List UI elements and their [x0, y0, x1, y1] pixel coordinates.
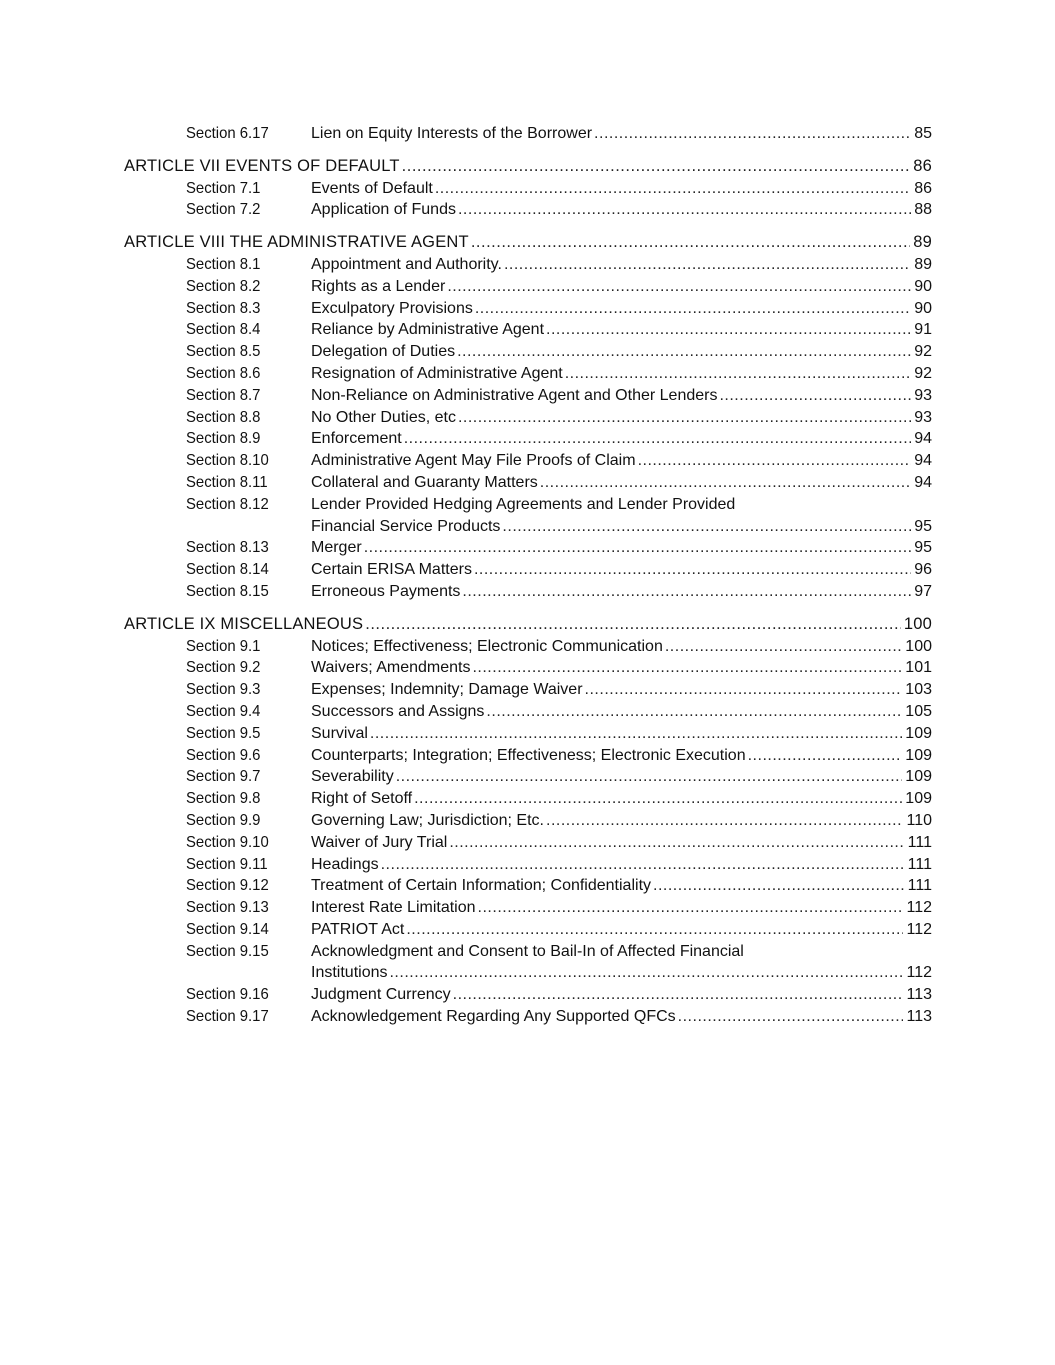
page-number: 103: [905, 681, 932, 699]
section-number: Section 9.8: [186, 790, 261, 808]
dot-leader: [585, 679, 903, 701]
page-number: 88: [914, 201, 932, 219]
section-title: Events of Default: [311, 179, 433, 197]
dot-leader: [381, 854, 905, 876]
section-number: Section 8.5: [186, 343, 261, 361]
dot-leader: [414, 788, 902, 810]
section-title: Erroneous Payments: [311, 582, 461, 600]
section-title-line-2: Institutions: [311, 964, 388, 982]
section-title: Exculpatory Provisions: [311, 299, 473, 317]
toc-section-entry[interactable]: [124, 494, 932, 516]
toc-section-entry[interactable]: [124, 788, 932, 810]
section-title: Acknowledgement Regarding Any Supported QFCs: [311, 1008, 676, 1026]
toc-section-entry[interactable]: [124, 581, 932, 603]
section-number: Section 9.4: [186, 702, 261, 720]
section-number: Section 8.14: [186, 561, 269, 579]
toc-section-entry[interactable]: [124, 276, 932, 298]
toc-section-entry[interactable]: [124, 984, 932, 1006]
section-title: Lien on Equity Interests of the Borrower: [311, 125, 593, 142]
section-number: Section 8.11: [186, 473, 268, 491]
section-number: Section 8.13: [186, 539, 269, 557]
page-number: 111: [907, 833, 932, 851]
page-number: 109: [905, 746, 932, 764]
section-title: Enforcement: [311, 430, 402, 448]
dot-leader: [406, 919, 903, 941]
section-title: Certain ERISA Matters: [311, 561, 472, 579]
toc-section-entry[interactable]: [124, 854, 932, 876]
toc-section-continuation[interactable]: [124, 962, 932, 984]
section-title: Severability: [311, 768, 394, 786]
dot-leader: [478, 897, 904, 919]
dot-leader: [449, 832, 904, 854]
toc-section-entry[interactable]: [124, 723, 932, 745]
dot-leader: [435, 178, 911, 200]
dot-leader: [474, 559, 911, 581]
section-title: Resignation of Administrative Agent: [311, 364, 563, 382]
section-title-line-1: Acknowledgment and Consent to Bail-In of Affected Financial: [311, 942, 744, 960]
section-number: Section 9.15: [186, 942, 269, 960]
page-number: 113: [906, 1008, 932, 1026]
section-number: Section 8.2: [186, 277, 261, 295]
section-title: Collateral and Guaranty Matters: [311, 473, 538, 491]
page-number: 92: [914, 364, 932, 382]
page-number: 110: [906, 811, 932, 829]
section-title: Waivers; Amendments: [311, 659, 471, 677]
page-number: 94: [914, 473, 932, 491]
toc-section-entry[interactable]: [124, 897, 932, 919]
section-number: Section 8.6: [186, 364, 261, 382]
page-number: 113: [906, 986, 932, 1004]
dot-leader: [565, 363, 912, 385]
section-number: Section 8.4: [186, 321, 261, 339]
section-title: Merger: [311, 539, 362, 557]
toc-section-entry[interactable]: [124, 472, 932, 494]
toc-article-entry[interactable]: [124, 232, 932, 254]
dot-leader: [389, 962, 903, 984]
toc-section-entry[interactable]: [124, 657, 932, 679]
section-number: Section 9.14: [186, 920, 269, 938]
toc-section-entry[interactable]: [124, 919, 932, 941]
page-number: 89: [913, 233, 932, 252]
section-number: Section 8.8: [186, 408, 261, 426]
dot-leader: [546, 319, 911, 341]
dot-leader: [486, 701, 902, 723]
dot-leader: [472, 657, 902, 679]
page-number: 90: [914, 277, 932, 295]
dot-leader: [462, 581, 911, 603]
page-number: 85: [914, 125, 932, 142]
dot-leader: [447, 276, 911, 298]
toc-section-entry[interactable]: [124, 559, 932, 581]
dot-leader: [365, 614, 901, 636]
page-number: 93: [914, 386, 932, 404]
section-title: Treatment of Certain Information; Confidentiality: [311, 877, 652, 895]
dot-leader: [678, 1006, 904, 1028]
section-title: Reliance by Administrative Agent: [311, 321, 545, 339]
dot-leader: [475, 298, 911, 320]
dot-leader: [638, 450, 912, 472]
section-number: Section 9.3: [186, 681, 261, 699]
section-number: Section 9.2: [186, 659, 261, 677]
toc-section-entry[interactable]: [124, 745, 932, 767]
page-number: 92: [914, 343, 932, 361]
section-number: Section 9.13: [186, 899, 269, 917]
dot-leader: [471, 232, 910, 254]
dot-leader: [540, 472, 911, 494]
toc-section-entry[interactable]: [124, 766, 932, 788]
dot-leader: [502, 516, 911, 538]
toc-section-entry[interactable]: [124, 199, 932, 221]
toc-section-entry[interactable]: [124, 636, 932, 658]
page-number: 112: [906, 964, 932, 982]
toc-article-entry[interactable]: [124, 156, 932, 178]
toc-section-entry[interactable]: [124, 298, 932, 320]
toc-section-entry[interactable]: [124, 407, 932, 429]
section-number: Section 9.10: [186, 833, 269, 851]
dot-leader: [594, 123, 911, 145]
dot-leader: [458, 407, 911, 429]
dot-leader: [546, 810, 903, 832]
toc-section-entry[interactable]: [124, 1006, 932, 1028]
toc-section-continuation[interactable]: [124, 516, 932, 538]
article-title: ARTICLE IX MISCELLANEOUS: [124, 614, 364, 633]
section-number: Section 6.17: [186, 125, 269, 142]
section-number: Section 9.16: [186, 986, 269, 1004]
toc-article-entry[interactable]: [124, 614, 932, 636]
page-number: 96: [914, 561, 932, 579]
toc-section-entry[interactable]: [124, 832, 932, 854]
toc-section-entry[interactable]: [124, 319, 932, 341]
page-number: 109: [905, 768, 932, 786]
section-title: Successors and Assigns: [311, 702, 485, 720]
toc-section-entry[interactable]: [124, 941, 932, 963]
page-number: 100: [905, 637, 932, 655]
section-number: Section 9.1: [186, 637, 261, 655]
dot-leader: [396, 766, 903, 788]
toc-section-entry[interactable]: [124, 385, 932, 407]
page-number: 100: [903, 614, 932, 633]
section-title: Notices; Effectiveness; Electronic Communication: [311, 637, 663, 655]
section-number: Section 9.17: [186, 1008, 269, 1026]
dot-leader: [719, 385, 911, 407]
dot-leader: [653, 875, 905, 897]
toc-section-entry[interactable]: [124, 178, 932, 200]
section-number: Section 7.1: [186, 179, 261, 197]
section-title: Delegation of Duties: [311, 343, 456, 361]
page-number: 101: [905, 659, 932, 677]
page-number: 93: [914, 408, 932, 426]
toc-section-entry[interactable]: [124, 123, 932, 145]
section-title: Survival: [311, 724, 368, 742]
page-number: 89: [914, 255, 932, 273]
page-number: 86: [913, 156, 932, 175]
section-number: Section 8.10: [186, 452, 269, 470]
section-title: Appointment and Authority.: [311, 255, 502, 273]
section-title: Administrative Agent May File Proofs of Claim: [311, 452, 636, 470]
dot-leader: [370, 723, 902, 745]
page-number: 109: [905, 724, 932, 742]
page-number: 86: [914, 179, 932, 197]
page-number: 112: [906, 899, 932, 917]
section-title: No Other Duties, etc: [311, 408, 456, 426]
dot-leader: [402, 156, 911, 178]
section-number: Section 9.9: [186, 811, 261, 829]
toc-section-entry[interactable]: [124, 428, 932, 450]
toc-section-entry[interactable]: [124, 701, 932, 723]
dot-leader: [665, 636, 902, 658]
section-title: Counterparts; Integration; Effectiveness; Electronic Execution: [311, 746, 746, 764]
section-number: Section 8.7: [186, 386, 261, 404]
toc-section-entry[interactable]: [124, 450, 932, 472]
toc-section-entry[interactable]: [124, 875, 932, 897]
toc-section-entry[interactable]: [124, 679, 932, 701]
section-title-line-2: Financial Service Products: [311, 517, 501, 535]
section-title: Right of Setoff: [311, 790, 413, 808]
table-of-contents: [124, 123, 932, 1028]
section-number: Section 8.3: [186, 299, 261, 317]
section-title: Judgment Currency: [311, 986, 451, 1004]
article-title: ARTICLE VIII THE ADMINISTRATIVE AGENT: [124, 233, 469, 252]
page-number: 111: [907, 855, 932, 873]
section-title-line-1: Lender Provided Hedging Agreements and Lender Provided: [311, 495, 736, 513]
dot-leader: [364, 537, 912, 559]
page-number: 94: [914, 430, 932, 448]
section-number: Section 8.9: [186, 430, 261, 448]
section-number: Section 8.12: [186, 495, 269, 513]
page-number: 95: [914, 539, 932, 557]
section-title: Non-Reliance on Administrative Agent and Other Lenders: [311, 386, 718, 404]
section-title: Application of Funds: [311, 201, 456, 219]
section-number: Section 7.2: [186, 201, 261, 219]
section-number: Section 9.11: [186, 855, 268, 873]
section-title: PATRIOT Act: [311, 920, 405, 938]
section-title: Waiver of Jury Trial: [311, 833, 448, 851]
section-title: Interest Rate Limitation: [311, 899, 476, 917]
section-title: Rights as a Lender: [311, 277, 446, 295]
page-number: 105: [905, 702, 932, 720]
section-number: Section 9.5: [186, 724, 261, 742]
page-number: 109: [905, 790, 932, 808]
page-number: 97: [914, 582, 932, 600]
toc-section-entry[interactable]: [124, 341, 932, 363]
section-number: Section 8.1: [186, 255, 261, 273]
toc-section-entry[interactable]: [124, 254, 932, 276]
page-number: 111: [907, 877, 932, 895]
toc-section-entry[interactable]: [124, 537, 932, 559]
dot-leader: [504, 254, 911, 276]
article-title: ARTICLE VII EVENTS OF DEFAULT: [124, 156, 400, 175]
page-number: 91: [914, 321, 932, 339]
section-title: Governing Law; Jurisdiction; Etc.: [311, 811, 544, 829]
section-number: Section 8.15: [186, 582, 269, 600]
section-number: Section 9.6: [186, 746, 261, 764]
dot-leader: [404, 428, 911, 450]
section-title: Expenses; Indemnity; Damage Waiver: [311, 681, 583, 699]
toc-section-entry[interactable]: [124, 810, 932, 832]
dot-leader: [458, 199, 911, 221]
section-number: Section 9.12: [186, 877, 269, 895]
page-number: 90: [914, 299, 932, 317]
page-number: 94: [914, 452, 932, 470]
page-number: 95: [914, 517, 932, 535]
section-number: Section 9.7: [186, 768, 261, 786]
dot-leader: [453, 984, 904, 1006]
dot-leader: [457, 341, 911, 363]
toc-section-entry[interactable]: [124, 363, 932, 385]
section-title: Headings: [311, 855, 379, 873]
dot-leader: [748, 745, 903, 767]
page-number: 112: [906, 920, 932, 938]
